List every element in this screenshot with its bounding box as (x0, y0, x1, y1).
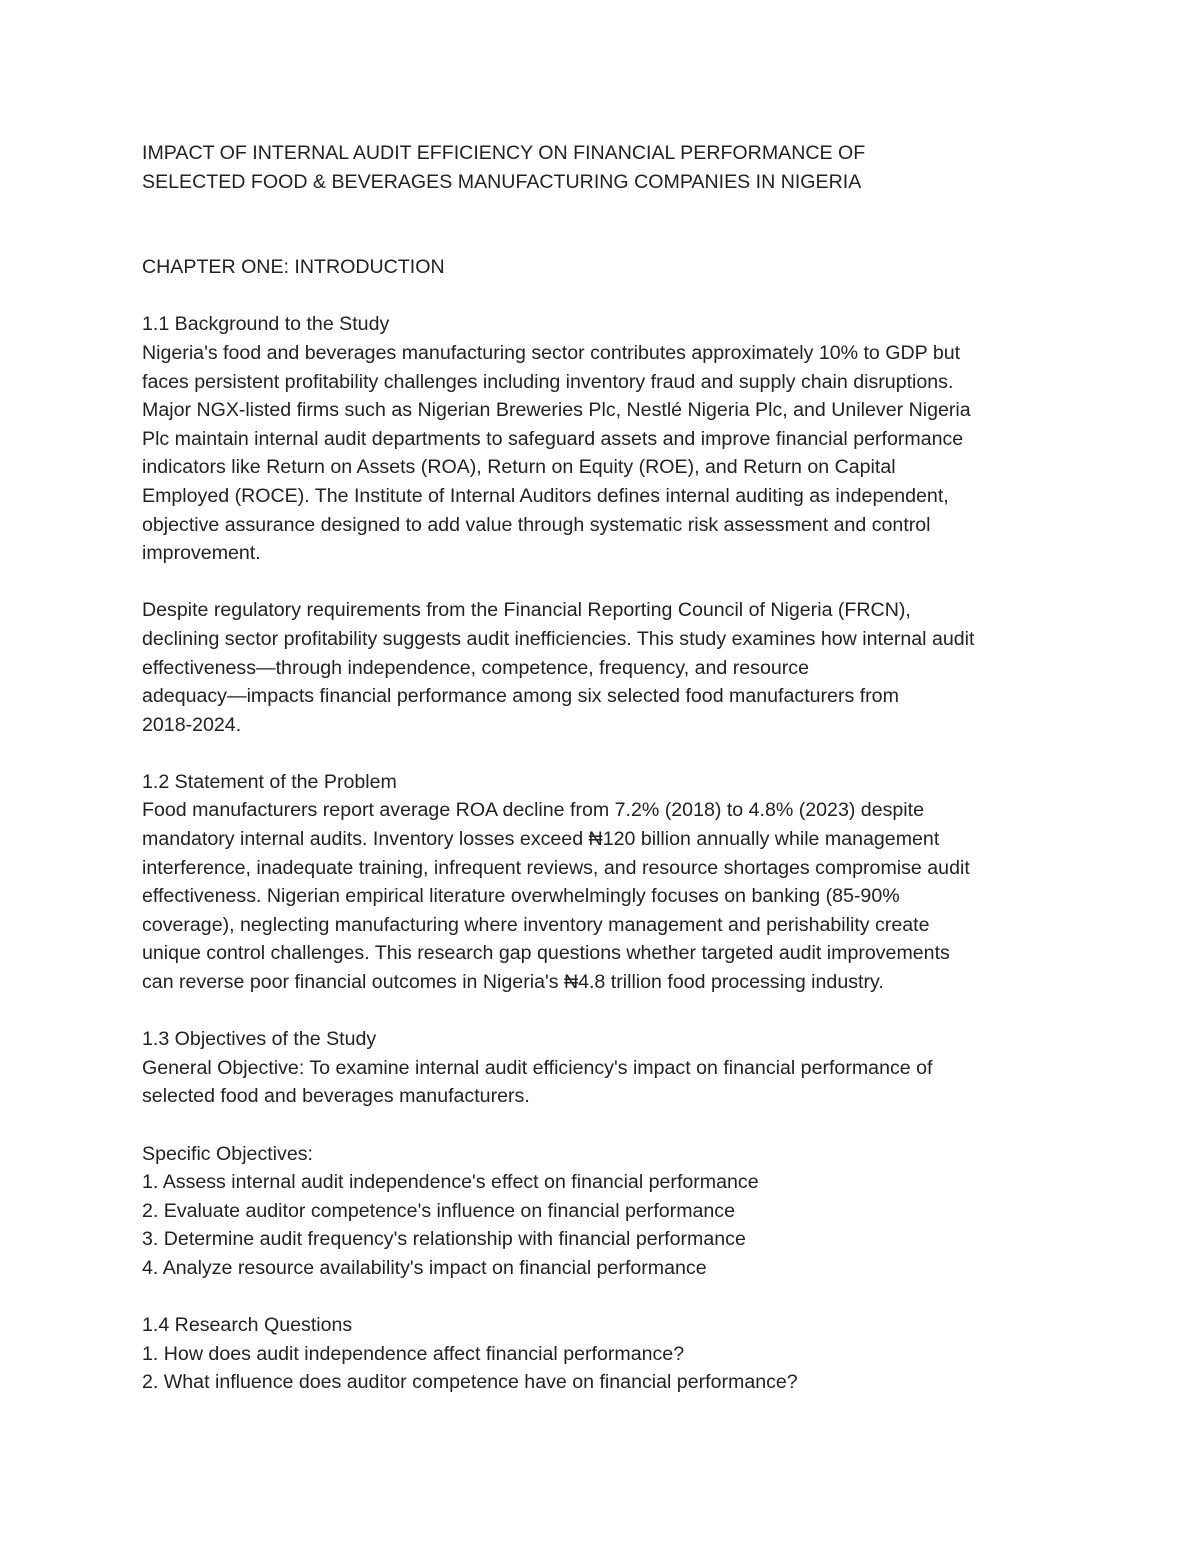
text-line: faces persistent profitability challenges including inventory fraud and supply chain disruptions. (142, 370, 954, 393)
list-item: 3. Determine audit frequency's relationship with financial performance (142, 1228, 746, 1251)
text-line: 2018-2024. (142, 713, 242, 736)
paragraph (142, 596, 1072, 739)
spacer (142, 1283, 1072, 1312)
section-heading: 1.3 Objectives of the Study (142, 1028, 377, 1051)
questions-list (142, 1340, 1072, 1397)
spacer (142, 196, 1072, 253)
spacer (142, 568, 1072, 597)
text-line: can reverse poor financial outcomes in Nigeria's ₦4.8 trillion food processing industry. (142, 971, 884, 994)
title-line: IMPACT OF INTERNAL AUDIT EFFICIENCY ON FINANCIAL PERFORMANCE OF (142, 142, 866, 164)
title-line: SELECTED FOOD & BEVERAGES MANUFACTURING COMPANIES IN NIGERIA (142, 170, 862, 193)
list-item: 1. How does audit independence affect financial performance? (142, 1342, 685, 1365)
text-line: Nigeria's food and beverages manufacturing sector contributes approximately 10% to GDP but (142, 341, 961, 364)
spacer (142, 1111, 1072, 1140)
list-item: 4. Analyze resource availability's impact on financial performance (142, 1256, 707, 1279)
subsection-heading: Specific Objectives: (142, 1142, 313, 1165)
list-item: 2. What influence does auditor competence have on financial performance? (142, 1371, 798, 1394)
text-line: selected food and beverages manufacturers. (142, 1085, 530, 1108)
list-item: 2. Evaluate auditor competence's influence on financial performance (142, 1199, 735, 1222)
list-item: 1. Assess internal audit independence's effect on financial performance (142, 1171, 759, 1194)
paragraph (142, 796, 1072, 996)
text-line: Plc maintain internal audit departments to safeguard assets and improve financial performance (142, 427, 964, 450)
text-line: coverage), neglecting manufacturing where inventory management and perishability create (142, 913, 930, 936)
section-background (142, 310, 1072, 739)
text-line: improvement. (142, 542, 261, 565)
text-line: Food manufacturers report average ROA decline from 7.2% (2018) to 4.8% (2023) despite (142, 799, 924, 822)
document-body (142, 139, 1072, 1397)
text-line: unique control challenges. This research gap questions whether targeted audit improvements (142, 942, 950, 965)
text-line: declining sector profitability suggests audit inefficiencies. This study examines how internal audit (142, 627, 975, 650)
paragraph (142, 1054, 1072, 1111)
section-heading: 1.1 Background to the Study (142, 313, 390, 336)
objectives-list (142, 1168, 1072, 1282)
text-line: adequacy—impacts financial performance among six selected food manufacturers from (142, 685, 899, 708)
text-line: effectiveness. Nigerian empirical literature overwhelmingly focuses on banking (85-90% (142, 885, 900, 908)
section-heading: 1.4 Research Questions (142, 1314, 353, 1337)
section-research-questions (142, 1311, 1072, 1397)
section-problem-statement (142, 768, 1072, 997)
document-title (142, 139, 1072, 196)
spacer (142, 282, 1072, 311)
paragraph (142, 339, 1072, 568)
text-line: Major NGX-listed firms such as Nigerian Breweries Plc, Nestlé Nigeria Plc, and Unilever Nigeria (142, 399, 971, 422)
text-line: Despite regulatory requirements from the Financial Reporting Council of Nigeria (FRCN), (142, 599, 911, 622)
text-line: mandatory internal audits. Inventory losses exceed ₦120 billion annually while management (142, 828, 940, 851)
text-line: General Objective: To examine internal audit efficiency's impact on financial performance of (142, 1056, 933, 1079)
section-heading: 1.2 Statement of the Problem (142, 770, 397, 793)
chapter-heading: CHAPTER ONE: INTRODUCTION (142, 256, 445, 279)
text-line: objective assurance designed to add value through systematic risk assessment and control (142, 513, 931, 536)
text-line: Employed (ROCE). The Institute of Internal Auditors defines internal auditing as independent, (142, 484, 949, 507)
text-line: effectiveness—through independence, competence, frequency, and resource (142, 656, 809, 679)
spacer (142, 739, 1072, 768)
text-line: interference, inadequate training, infrequent reviews, and resource shortages compromise audit (142, 856, 970, 879)
section-objectives (142, 1025, 1072, 1282)
spacer (142, 997, 1072, 1026)
text-line: indicators like Return on Assets (ROA), Return on Equity (ROE), and Return on Capital (142, 456, 896, 479)
